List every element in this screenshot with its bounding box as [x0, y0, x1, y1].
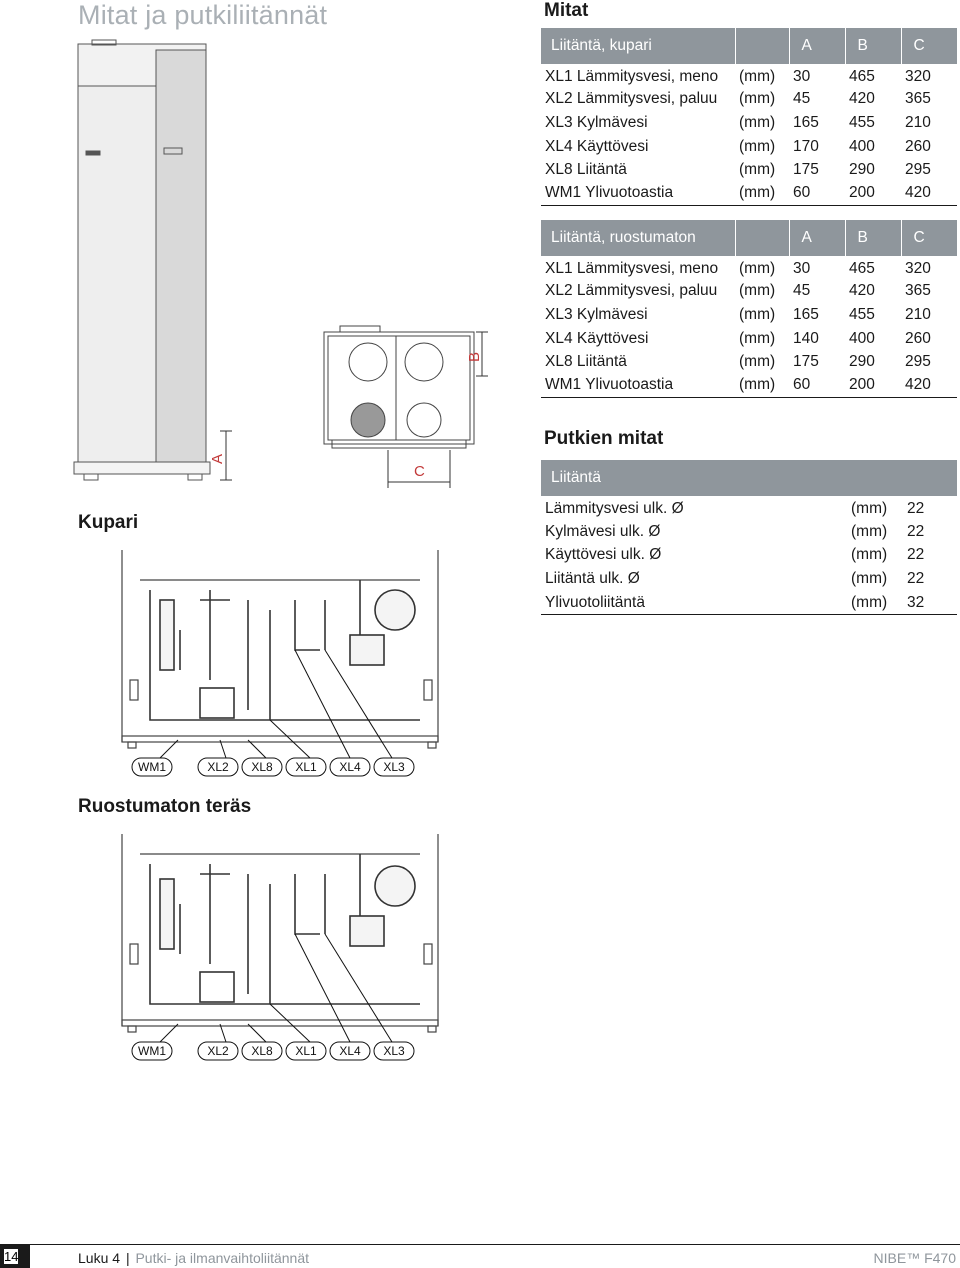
table-cell: 22 — [907, 522, 925, 540]
svg-text:WM1: WM1 — [138, 760, 166, 774]
table-row — [541, 496, 957, 520]
connection-label-wm1 — [132, 758, 172, 776]
connection-label-xl3 — [374, 1042, 414, 1060]
connection-label-xl4 — [330, 1042, 370, 1060]
svg-text:XL1: XL1 — [295, 760, 317, 774]
table-cell: Lämmitysvesi ulk. Ø — [545, 499, 684, 517]
table-cell: XL2 Lämmitysvesi, paluu — [545, 282, 718, 300]
table-cell: XL8 Liitäntä — [545, 353, 627, 371]
svg-text:XL2: XL2 — [207, 760, 229, 774]
table-cell: 365 — [905, 90, 931, 108]
product-brand: NIBE™ F470 — [873, 1250, 956, 1266]
table-cell: 200 — [845, 374, 901, 398]
dimension-b-label: B — [466, 351, 483, 362]
connection-label-xl3 — [374, 758, 414, 776]
table-row — [541, 111, 957, 135]
table-cell: 465 — [849, 67, 875, 85]
unit-top-view — [324, 326, 474, 448]
connection-label-wm1 — [132, 1042, 172, 1060]
table-cell: (mm) — [735, 182, 789, 206]
table-cell: 465 — [849, 259, 875, 277]
table-cell: WM1 Ylivuotoastia — [541, 374, 735, 398]
table-cell: XL4 Käyttövesi — [545, 329, 649, 347]
table-cell: 420 — [901, 182, 957, 206]
column-header: A — [789, 28, 845, 64]
steel-dimensions-table — [541, 220, 957, 398]
table-cell: 455 — [849, 113, 875, 131]
table-row — [541, 256, 957, 280]
table-row — [541, 303, 957, 327]
table-row — [541, 182, 957, 206]
table-cell: 400 — [849, 137, 875, 155]
putkien-mitat-heading: Putkien mitat — [544, 428, 664, 449]
unit-front-view — [74, 40, 210, 480]
ruostumaton-pipes — [150, 854, 420, 1004]
svg-text:XL8: XL8 — [251, 760, 273, 774]
table-cell: 420 — [849, 282, 875, 300]
kupari-piping-drawing — [120, 540, 450, 780]
table-cell: 320 — [905, 259, 931, 277]
page-title: Mitat ja putkiliitännät — [78, 0, 328, 30]
ruostumaton-heading: Ruostumaton teräs — [78, 796, 252, 817]
svg-text:WM1: WM1 — [138, 1044, 166, 1058]
table-cell: XL4 Käyttövesi — [545, 137, 649, 155]
table-cell: 60 — [789, 182, 845, 206]
table-cell: 22 — [907, 546, 925, 564]
table-cell: (mm) — [739, 67, 776, 85]
table-cell: 200 — [845, 182, 901, 206]
table-cell: (mm) — [739, 259, 776, 277]
dimension-a — [209, 431, 232, 480]
table-cell: 260 — [905, 329, 931, 347]
table-cell: XL8 Liitäntä — [545, 161, 627, 179]
kupari-heading: Kupari — [78, 512, 139, 533]
column-header — [735, 28, 789, 64]
connection-label-xl8 — [242, 1042, 282, 1060]
dimension-c — [388, 450, 450, 488]
table-cell: XL3 Kylmävesi — [545, 305, 648, 323]
chapter-reference — [78, 1250, 309, 1266]
column-header: A — [789, 220, 845, 256]
table-cell: 365 — [905, 282, 931, 300]
table-cell: Ylivuotoliitäntä — [541, 591, 847, 615]
svg-text:XL4: XL4 — [339, 1044, 361, 1058]
table-cell: 175 — [793, 353, 819, 371]
table-cell: (mm) — [735, 374, 789, 398]
table-cell: (mm) — [851, 522, 888, 540]
table-cell: 22 — [907, 499, 925, 517]
table-row — [541, 88, 957, 112]
table-row — [541, 327, 957, 351]
table-row — [541, 350, 957, 374]
table-cell: 290 — [849, 161, 875, 179]
table-cell: 32 — [903, 591, 957, 615]
ruostumaton-connection-labels — [132, 1042, 414, 1060]
svg-text:XL4: XL4 — [339, 760, 361, 774]
svg-text:XL1: XL1 — [295, 1044, 317, 1058]
ruostumaton-piping-drawing — [120, 824, 450, 1064]
table-cell: 45 — [793, 282, 811, 300]
table-cell: (mm) — [739, 305, 776, 323]
table-cell: 455 — [849, 305, 875, 323]
table-cell: 295 — [905, 161, 931, 179]
table-cell: 170 — [793, 137, 819, 155]
table-cell: (mm) — [739, 137, 776, 155]
column-header: Liitäntä, kupari — [541, 28, 735, 64]
table-cell: XL3 Kylmävesi — [545, 113, 648, 131]
column-header — [735, 220, 789, 256]
table-cell: 320 — [905, 67, 931, 85]
connection-label-xl2 — [198, 1042, 238, 1060]
column-header: Liitäntä, ruostumaton — [541, 220, 735, 256]
svg-text:XL8: XL8 — [251, 1044, 273, 1058]
dimension-c-label: C — [414, 463, 425, 480]
table-row — [541, 374, 957, 398]
column-header: B — [845, 220, 901, 256]
table-row — [541, 64, 957, 88]
table-row — [541, 544, 957, 568]
table-cell: (mm) — [851, 499, 888, 517]
kupari-connection-labels — [132, 758, 414, 776]
unit-dimension-drawing — [70, 36, 490, 496]
table-cell: (mm) — [739, 329, 776, 347]
dimension-a-label: A — [209, 453, 226, 464]
table-row — [541, 158, 957, 182]
svg-text:XL3: XL3 — [383, 760, 405, 774]
connection-label-xl1 — [286, 1042, 326, 1060]
table-cell: 165 — [793, 113, 819, 131]
table-cell: (mm) — [739, 282, 776, 300]
column-header: B — [845, 28, 901, 64]
table-row — [541, 591, 957, 615]
table-cell: 210 — [905, 305, 931, 323]
table-row — [541, 280, 957, 304]
table-cell: 45 — [793, 90, 811, 108]
page-footer — [0, 1244, 960, 1268]
table-cell: WM1 Ylivuotoastia — [541, 182, 735, 206]
table-cell: 30 — [793, 259, 811, 277]
page-number: 14 — [4, 1249, 19, 1264]
table-cell: (mm) — [739, 113, 776, 131]
table-cell: (mm) — [739, 353, 776, 371]
connection-label-xl2 — [198, 758, 238, 776]
table-cell: XL1 Lämmitysvesi, meno — [545, 67, 719, 85]
connection-label-xl1 — [286, 758, 326, 776]
table-header-row — [541, 460, 957, 496]
table-cell: 175 — [793, 161, 819, 179]
table-cell: 400 — [849, 329, 875, 347]
table-cell: 30 — [793, 67, 811, 85]
table-cell: (mm) — [739, 161, 776, 179]
svg-text:XL2: XL2 — [207, 1044, 229, 1058]
connection-label-xl8 — [242, 758, 282, 776]
table-cell: 295 — [905, 353, 931, 371]
table-cell: 140 — [793, 329, 819, 347]
table-cell: 290 — [849, 353, 875, 371]
svg-text:XL3: XL3 — [383, 1044, 405, 1058]
table-cell: 420 — [849, 90, 875, 108]
table-row — [541, 567, 957, 591]
chapter-number: Luku 4 — [78, 1250, 121, 1266]
table-cell: Kylmävesi ulk. Ø — [545, 522, 661, 540]
page-number-box — [0, 1244, 30, 1268]
table-cell: (mm) — [739, 90, 776, 108]
table-cell: 22 — [907, 570, 925, 588]
table-cell: 420 — [901, 374, 957, 398]
column-header: Liitäntä — [541, 460, 957, 496]
footer-rule — [0, 1244, 960, 1245]
table-cell: (mm) — [851, 570, 888, 588]
table-cell: (mm) — [851, 546, 888, 564]
table-cell: 210 — [905, 113, 931, 131]
chapter-separator: | — [125, 1250, 130, 1266]
column-header: C — [901, 28, 957, 64]
copper-dimensions-table — [541, 28, 957, 206]
kupari-pipes — [150, 580, 420, 720]
table-cell: 260 — [905, 137, 931, 155]
table-header-row — [541, 28, 957, 64]
table-cell: Käyttövesi ulk. Ø — [545, 546, 662, 564]
chapter-title: Putki- ja ilmanvaihtoliitännät — [135, 1250, 309, 1266]
connection-label-xl4 — [330, 758, 370, 776]
table-cell: (mm) — [847, 591, 903, 615]
table-cell: 165 — [793, 305, 819, 323]
mitat-heading: Mitat — [544, 0, 589, 21]
table-cell: XL1 Lämmitysvesi, meno — [545, 259, 719, 277]
table-header-row — [541, 220, 957, 256]
table-cell: XL2 Lämmitysvesi, paluu — [545, 90, 718, 108]
pipe-dimensions-table — [541, 460, 957, 615]
table-cell: 60 — [789, 374, 845, 398]
column-header: C — [901, 220, 957, 256]
table-row — [541, 135, 957, 159]
table-row — [541, 520, 957, 544]
table-cell: Liitäntä ulk. Ø — [545, 570, 640, 588]
